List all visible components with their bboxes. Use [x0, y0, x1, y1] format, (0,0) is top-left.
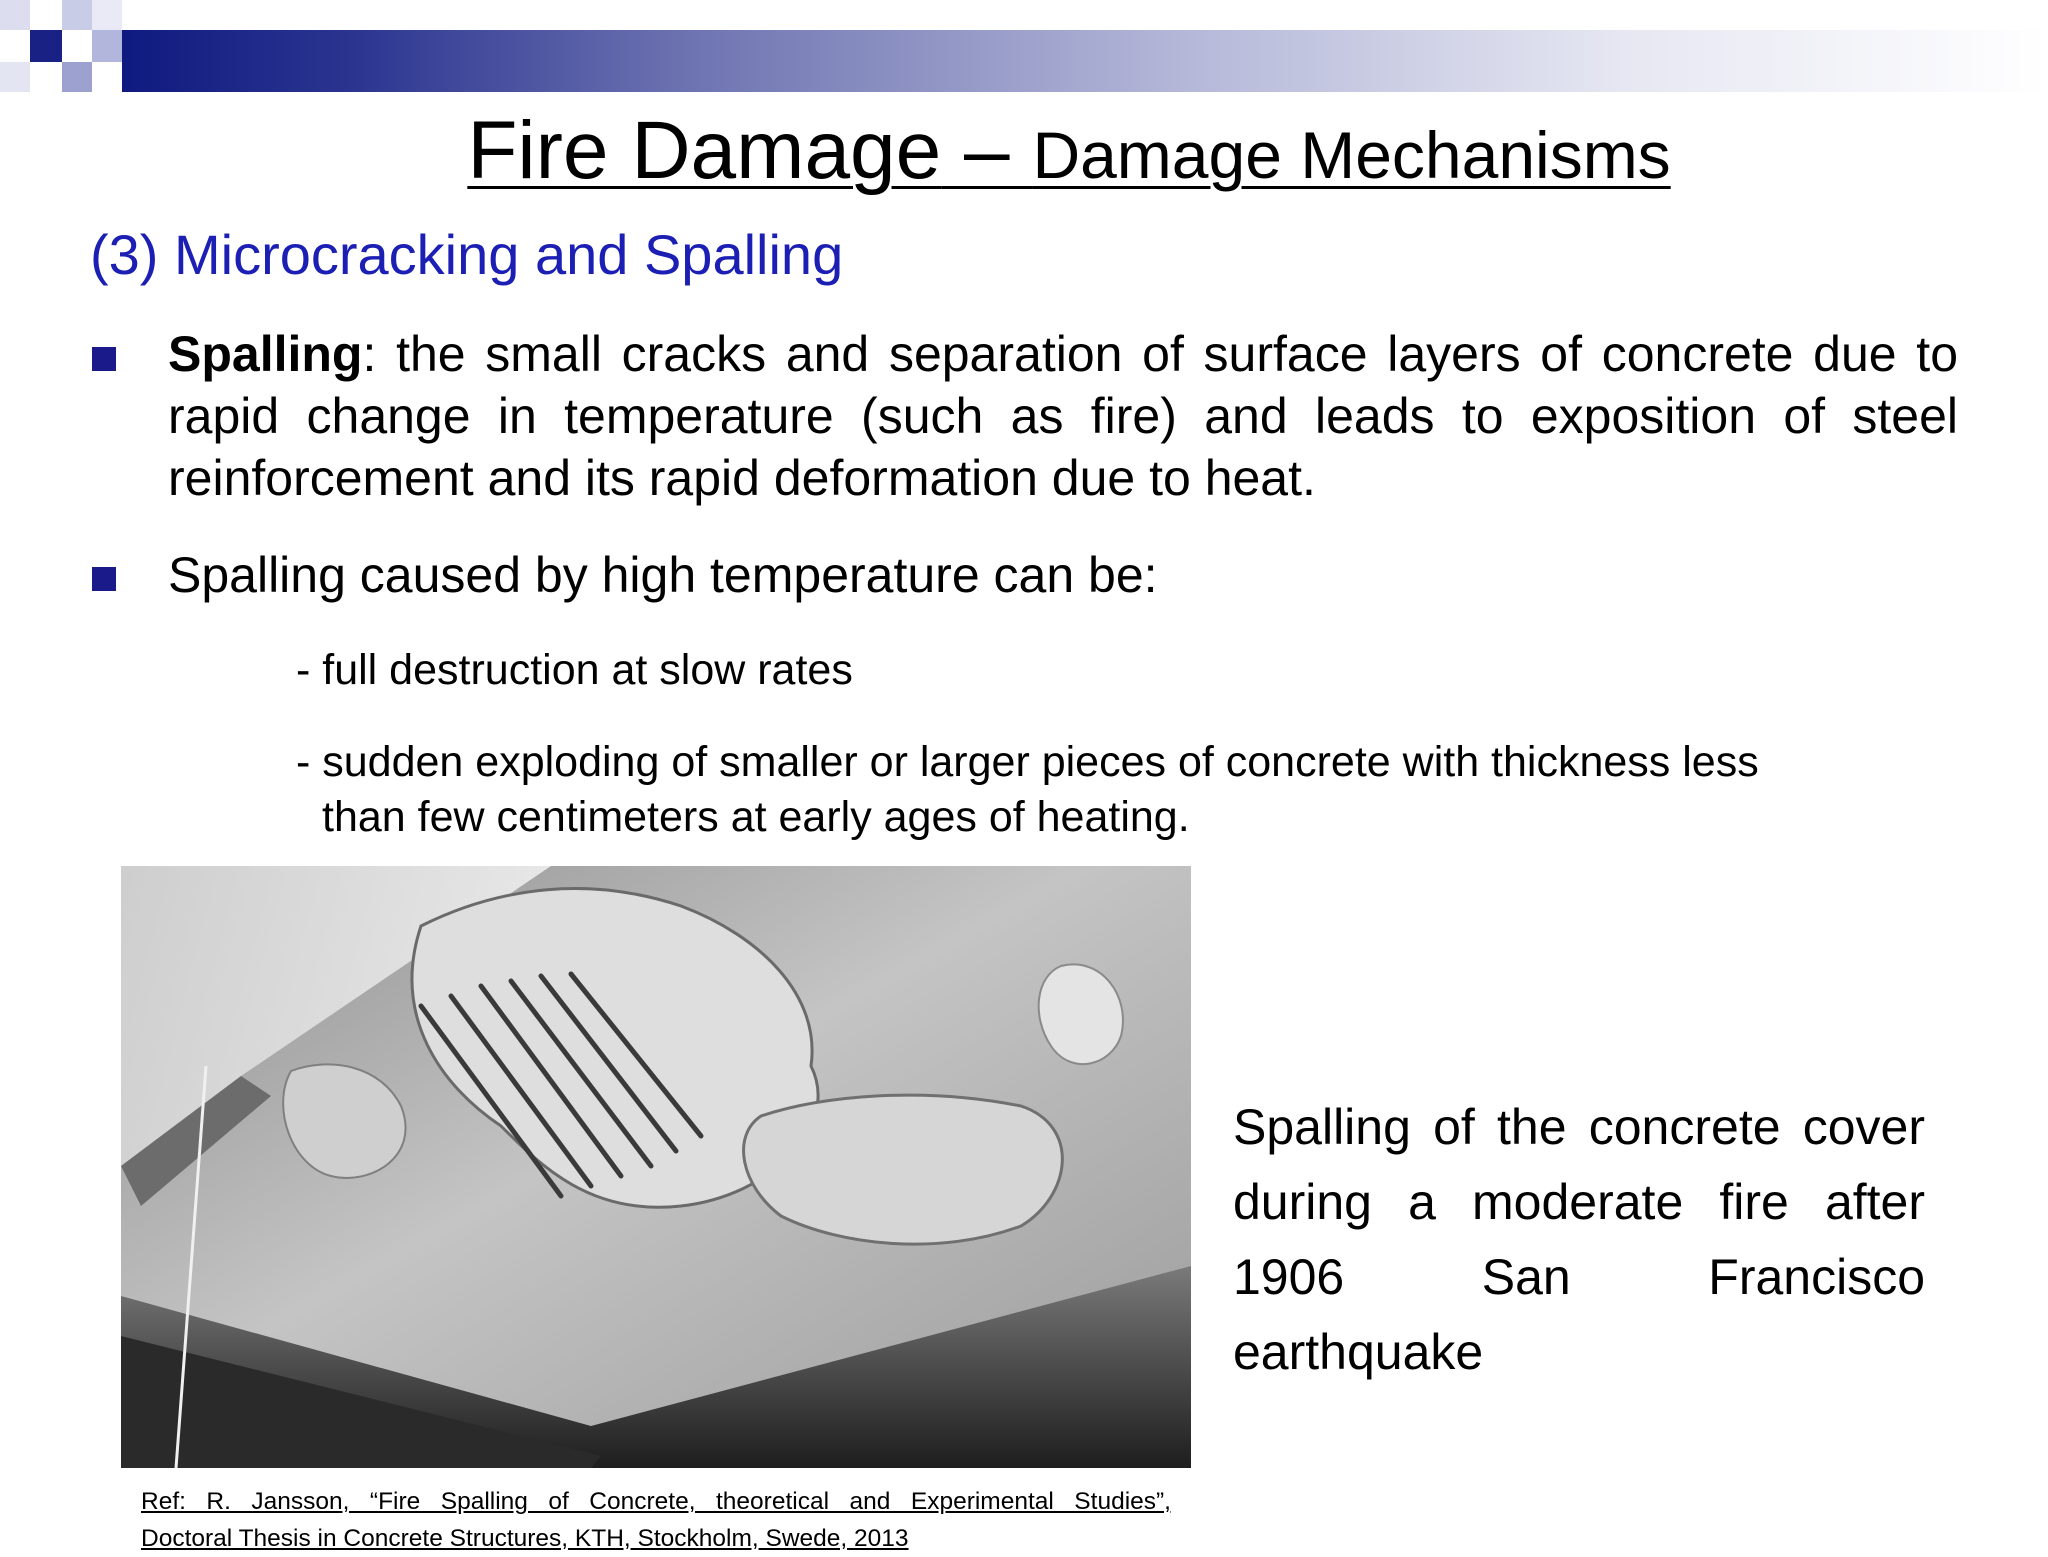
title-main: Fire Damage [467, 105, 942, 196]
header-decoration-square [62, 0, 92, 30]
bullet-body-text: : the small cracks and separation of surface layers of concrete due to rapid change in temperature (such as fire) and leads to exposition of steel reinforcement and its rapid deformation due to heat. [168, 326, 1958, 506]
header-gradient-bar [122, 30, 2048, 92]
header-decoration-square [0, 0, 30, 30]
reference-citation [141, 1483, 1171, 1557]
reference-line: Ref: R. Jansson, “Fire Spalling of Concrete, theoretical and Experimental Studies”, [141, 1488, 1171, 1515]
sub-item-line: - sudden exploding of smaller or larger pieces of concrete with thickness less [296, 738, 1759, 786]
reference-line: Doctoral Thesis in Concrete Structures, KTH, Stockholm, Swede, 2013 [141, 1525, 909, 1552]
square-bullet-icon [92, 567, 116, 591]
header-decoration-square [62, 62, 92, 92]
title-separator: – [941, 105, 1033, 196]
header-decoration-square [92, 30, 122, 62]
title-sub: Damage Mechanisms [1032, 118, 1671, 192]
header-decoration-square [0, 62, 30, 92]
slide-title [0, 104, 2048, 198]
sub-item-sudden-exploding [296, 735, 1886, 845]
square-bullet-icon [92, 347, 116, 371]
bullet-spalling-causes: Spalling caused by high temperature can be: [168, 547, 1158, 603]
sub-item-line: than few centimeters at early ages of heating. [322, 793, 1190, 841]
bullet-lead-term: Spalling [168, 326, 363, 382]
bullet-spalling-definition [168, 323, 1958, 509]
sub-item-slow-destruction: - full destruction at slow rates [296, 646, 853, 694]
photo-caption: Spalling of the concrete cover during a moderate fire after 1906 San Francisco earthquake [1233, 1099, 1925, 1380]
header-decoration-square [92, 0, 122, 30]
section-heading: (3) Microcracking and Spalling [90, 223, 844, 286]
header-decoration-square [30, 30, 62, 62]
spalled-concrete-photo [121, 866, 1191, 1468]
